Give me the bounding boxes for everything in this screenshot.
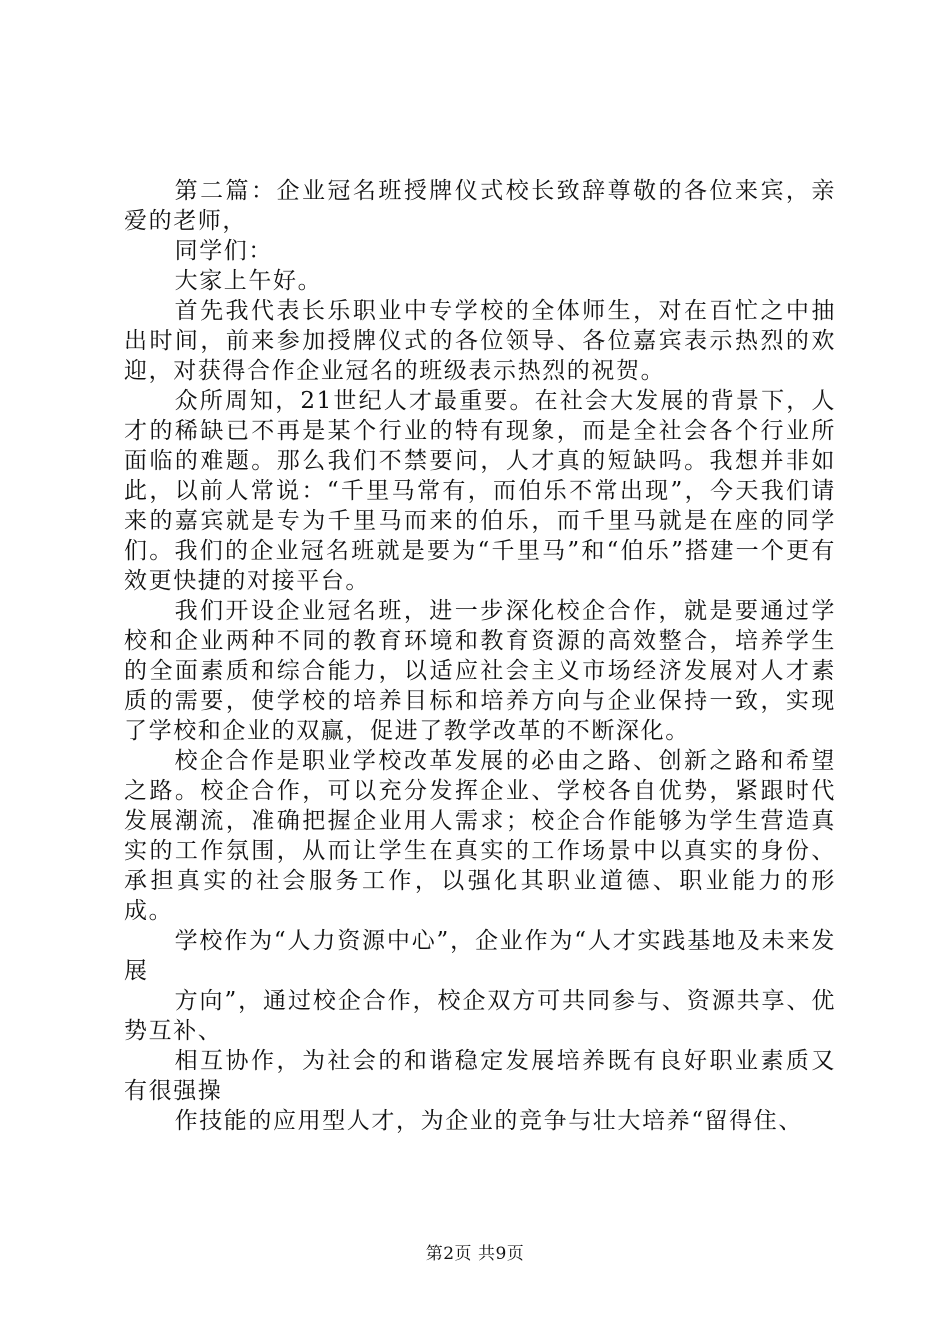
page-footer <box>0 1243 950 1265</box>
paragraph-welcome: 首先我代表长乐职业中专学校的全体师生，对在百忙之中抽出时间，前来参加授牌仪式的各位领导、各位嘉宾表示热烈的欢迎，对获得合作企业冠名的班级表示热烈的祝贺。 <box>124 298 836 384</box>
paragraph-fragment-4: 作技能的应用型人才，为企业的竞争与壮大培养“留得住、 <box>174 1108 803 1134</box>
paragraph-greeting: 大家上午好。 <box>174 268 323 294</box>
page-number: 第2页 共9页 <box>425 1244 525 1264</box>
paragraph-cooperation: 校企合作是职业学校改革发展的必由之路、创新之路和希望之路。校企合作，可以充分发挥企业、学校各自优势，紧跟时代发展潮流，准确把握企业用人需求；校企合作能够为学生营造真实的工作氛围，从而让学生在真实的工作场景中以真实的身份、承担真实的社会服务工作，以强化其职业道德、职业能力的形成。 <box>124 748 836 924</box>
document-body <box>124 176 836 1136</box>
paragraph-talent: 众所周知，21世纪人才最重要。在社会大发展的背景下，人才的稀缺已不再是某个行业的特有现象，而是全社会各个行业所面临的难题。那么我们不禁要问，人才真的短缺吗。我想并非如此，以前人常说：“千里马常有，而伯乐不常出现”，今天我们请来的嘉宾就是专为千里马而来的伯乐，而千里马就是在座的同学们。我们的企业冠名班就是要为“千里马”和“伯乐”搭建一个更有效更快捷的对接平台。 <box>124 388 836 594</box>
paragraph-fragment-1: 学校作为“人力资源中心”，企业作为“人才实践基地及未来发展 <box>124 928 836 984</box>
paragraph-fragment-2: 方向”，通过校企合作，校企双方可共同参与、资源共享、优势互补、 <box>124 988 836 1044</box>
paragraph-named-class: 我们开设企业冠名班，进一步深化校企合作，就是要通过学校和企业两种不同的教育环境和教育资源的高效整合，培养学生的全面素质和综合能力，以适应社会主义市场经济发展对人才素质的需要，使学校的培养目标和培养方向与企业保持一致，实现了学校和企业的双赢，促进了教学改革的不断深化。 <box>124 598 836 744</box>
paragraph-fragment-3: 相互协作，为社会的和谐稳定发展培养既有良好职业素质又有很强操 <box>124 1048 836 1104</box>
paragraph-salutation: 同学们： <box>174 238 273 264</box>
paragraph-title: 第二篇：企业冠名班授牌仪式校长致辞尊敬的各位来宾，亲爱的老师， <box>124 178 836 234</box>
